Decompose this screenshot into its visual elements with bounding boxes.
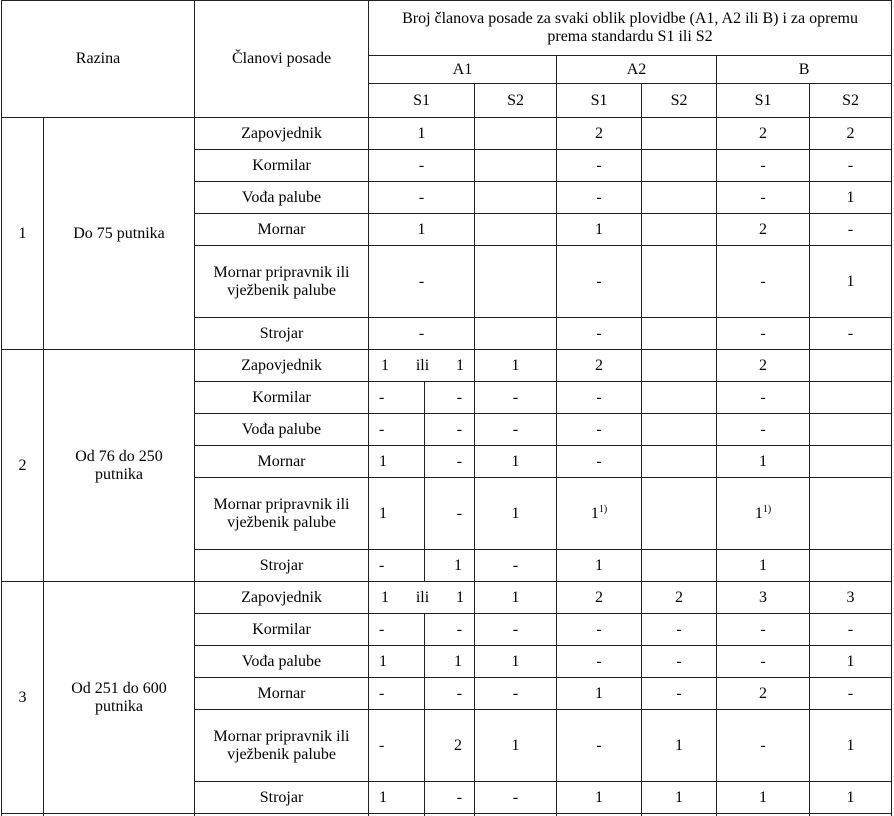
crew-count-cell <box>717 646 810 678</box>
crew-count: 2 <box>759 221 767 238</box>
crew-count: 1 <box>595 557 603 574</box>
alternative-part: 1 <box>456 589 464 607</box>
crew-member: Zapovjednik <box>195 350 369 382</box>
crew-count-cell <box>425 446 475 478</box>
crew-count: - <box>419 325 424 342</box>
crew-count: - <box>379 737 384 754</box>
crew-count: 1 <box>595 685 603 702</box>
crew-count: - <box>513 421 518 438</box>
crew-count-cell <box>717 678 810 710</box>
crew-member: Kormilar <box>195 614 369 646</box>
crew-count: 1 <box>512 453 520 470</box>
crew-count-cell <box>642 446 717 478</box>
crew-count: 1 <box>847 273 855 290</box>
crew-count: - <box>760 389 765 406</box>
crew-count-cell <box>425 550 475 582</box>
crew-count-cell <box>369 646 425 678</box>
crew-count: - <box>513 389 518 406</box>
crew-count-cell <box>642 182 717 214</box>
crew-count: 1 <box>759 557 767 574</box>
crew-count-cell <box>425 678 475 710</box>
crew-count: - <box>513 789 518 806</box>
crew-count-cell <box>642 118 717 150</box>
crew-count-cell <box>369 446 425 478</box>
crew-count: 1 <box>379 505 387 522</box>
crew-count: 2 <box>847 125 855 142</box>
footnote-marker: 1) <box>763 504 771 515</box>
crew-count-cell <box>425 478 475 550</box>
crew-count-cell <box>475 150 557 182</box>
crew-count-cell <box>369 614 425 646</box>
crew-member: Zapovjednik <box>195 582 369 614</box>
crew-count-cell <box>557 318 642 350</box>
crew-count-cell <box>810 678 892 710</box>
crew-count-cell <box>369 414 425 446</box>
crew-member: Mornar pripravnik ili vježbenik palube <box>195 246 369 318</box>
crew-count: - <box>596 189 601 206</box>
crew-count: - <box>419 273 424 290</box>
crew-member: Strojar <box>195 782 369 814</box>
alternative-part: 1 <box>381 357 389 375</box>
cell-a1-s1-alternative <box>369 350 475 382</box>
header-a2-s2: S2 <box>642 84 717 118</box>
crew-count-cell <box>810 182 892 214</box>
header-a2-s1: S1 <box>557 84 642 118</box>
crew-count-cell <box>475 214 557 246</box>
alternative-values <box>371 357 472 375</box>
crew-count-cell <box>475 782 557 814</box>
crew-count: 1 <box>755 505 763 522</box>
crew-count: 1 <box>847 737 855 754</box>
crew-count: 1 <box>512 505 520 522</box>
crew-count: - <box>760 421 765 438</box>
crew-count-cell <box>642 214 717 246</box>
crew-count: - <box>513 557 518 574</box>
crew-count: 1 <box>847 189 855 206</box>
crew-member: Mornar pripravnik ili vježbenik palube <box>195 710 369 782</box>
crew-count-cell <box>810 478 892 550</box>
crew-count: 1 <box>759 453 767 470</box>
crew-count: 2 <box>675 589 683 606</box>
crew-count: 3 <box>847 589 855 606</box>
crew-count-cell <box>475 710 557 782</box>
crew-table <box>1 0 892 816</box>
crew-count: 2 <box>759 125 767 142</box>
crew-count: 1 <box>847 789 855 806</box>
crew-count: - <box>379 389 384 406</box>
crew-count: 2 <box>595 589 603 606</box>
crew-count: - <box>379 685 384 702</box>
crew-count-cell <box>557 646 642 678</box>
crew-count-cell <box>369 214 475 246</box>
crew-count-cell <box>557 710 642 782</box>
crew-member: Zapovjednik <box>195 118 369 150</box>
crew-count-cell <box>557 614 642 646</box>
crew-count-cell <box>475 478 557 550</box>
crew-count: 1 <box>512 737 520 754</box>
crew-count: - <box>596 389 601 406</box>
crew-count-cell <box>717 182 810 214</box>
crew-count: - <box>596 653 601 670</box>
crew-count: 1 <box>595 221 603 238</box>
crew-count-cell <box>475 182 557 214</box>
crew-count-cell <box>642 782 717 814</box>
crew-count-cell <box>369 150 475 182</box>
crew-count-cell <box>425 710 475 782</box>
crew-count-cell <box>642 478 717 550</box>
crew-count-cell <box>810 550 892 582</box>
crew-count: 2 <box>595 357 603 374</box>
alternative-part: ili <box>416 589 429 607</box>
alternative-part: 1 <box>456 357 464 375</box>
crew-count: 1 <box>379 453 387 470</box>
header-group-a2: A2 <box>557 56 717 84</box>
crew-count: 1 <box>512 589 520 606</box>
crew-count: - <box>848 621 853 638</box>
crew-count: 1 <box>595 789 603 806</box>
crew-count-cell <box>717 118 810 150</box>
table-row <box>2 350 892 382</box>
crew-count-cell <box>557 550 642 582</box>
crew-count-cell <box>717 478 810 550</box>
table-row <box>2 582 892 614</box>
header-b-s2: S2 <box>810 84 892 118</box>
alternative-part: 1 <box>381 589 389 607</box>
crew-count: - <box>419 157 424 174</box>
header-group-b: B <box>717 56 892 84</box>
crew-count-cell <box>642 150 717 182</box>
header-broj-clanova: Broj članova posade za svaki oblik plovidbe (A1, A2 ili B) i za opremu prema standardu S1 ili S2 <box>369 1 892 56</box>
crew-count: - <box>596 453 601 470</box>
crew-count-cell <box>717 382 810 414</box>
crew-count-cell <box>369 550 425 582</box>
crew-count: 1 <box>512 653 520 670</box>
crew-count-cell <box>557 582 642 614</box>
crew-count-cell <box>557 182 642 214</box>
crew-count: - <box>596 273 601 290</box>
crew-count-cell <box>810 214 892 246</box>
crew-count-cell <box>369 246 475 318</box>
crew-count-cell <box>475 382 557 414</box>
crew-count-cell <box>717 150 810 182</box>
crew-count-cell <box>475 646 557 678</box>
crew-count-cell <box>369 318 475 350</box>
crew-count: - <box>760 325 765 342</box>
crew-count-cell <box>475 582 557 614</box>
crew-count-cell <box>717 246 810 318</box>
crew-count: - <box>848 221 853 238</box>
crew-count-cell <box>810 782 892 814</box>
crew-member: Kormilar <box>195 382 369 414</box>
crew-count: - <box>848 325 853 342</box>
crew-count-cell <box>475 614 557 646</box>
crew-count: - <box>457 453 462 470</box>
crew-count-cell <box>475 350 557 382</box>
crew-count-cell <box>717 350 810 382</box>
crew-member: Vođa palube <box>195 182 369 214</box>
level-number: 2 <box>2 350 44 582</box>
crew-count-cell <box>642 318 717 350</box>
crew-count: 1 <box>847 653 855 670</box>
level-label: Od 251 do 600 putnika <box>44 582 195 814</box>
crew-count-cell <box>810 446 892 478</box>
crew-count: - <box>457 621 462 638</box>
crew-count-cell <box>557 246 642 318</box>
crew-count: - <box>676 621 681 638</box>
crew-count-cell <box>642 678 717 710</box>
crew-count-cell <box>475 446 557 478</box>
crew-count-cell <box>810 614 892 646</box>
crew-count-cell <box>425 382 475 414</box>
crew-member: Mornar <box>195 446 369 478</box>
crew-count: 2 <box>454 737 462 754</box>
crew-count-cell <box>475 678 557 710</box>
crew-count: 1 <box>418 221 426 238</box>
level-label: Od 76 do 250 putnika <box>44 350 195 582</box>
crew-count-cell <box>642 382 717 414</box>
crew-count-cell <box>557 478 642 550</box>
crew-count: - <box>513 621 518 638</box>
crew-count-cell <box>717 550 810 582</box>
crew-count-cell <box>717 582 810 614</box>
crew-member: Mornar <box>195 678 369 710</box>
crew-count-cell <box>425 414 475 446</box>
crew-count: - <box>676 685 681 702</box>
crew-count-cell <box>717 710 810 782</box>
crew-count: 1 <box>675 789 683 806</box>
crew-count-cell <box>557 214 642 246</box>
crew-count: - <box>457 505 462 522</box>
crew-count: 1 <box>379 653 387 670</box>
crew-count-cell <box>642 646 717 678</box>
crew-count-cell <box>369 710 425 782</box>
crew-count: 1 <box>759 789 767 806</box>
crew-count: - <box>596 421 601 438</box>
crew-count: 1 <box>454 557 462 574</box>
crew-member: Mornar pripravnik ili vježbenik palube <box>195 478 369 550</box>
alternative-part: ili <box>416 357 429 375</box>
alternative-values <box>371 589 472 607</box>
crew-count: - <box>379 621 384 638</box>
crew-count-cell <box>369 782 425 814</box>
level-number: 3 <box>2 582 44 814</box>
crew-count-cell <box>475 118 557 150</box>
header-razina: Razina <box>2 1 195 118</box>
crew-count-cell <box>425 614 475 646</box>
crew-member: Kormilar <box>195 150 369 182</box>
crew-count-cell <box>717 414 810 446</box>
crew-count-cell <box>642 550 717 582</box>
crew-count-cell <box>810 150 892 182</box>
crew-count-cell <box>642 710 717 782</box>
crew-count: - <box>760 621 765 638</box>
crew-member: Mornar <box>195 214 369 246</box>
crew-count-cell <box>425 782 475 814</box>
crew-count-cell <box>717 446 810 478</box>
crew-count-cell <box>810 350 892 382</box>
crew-count: 1 <box>418 125 426 142</box>
header-group-a1: A1 <box>369 56 557 84</box>
header-a1-s2: S2 <box>475 84 557 118</box>
crew-count-cell <box>557 350 642 382</box>
crew-count-cell <box>425 646 475 678</box>
crew-count-cell <box>369 678 425 710</box>
crew-count-cell <box>557 782 642 814</box>
crew-count: - <box>596 325 601 342</box>
crew-count-cell <box>717 214 810 246</box>
crew-count-cell <box>475 246 557 318</box>
crew-count: - <box>457 685 462 702</box>
crew-count-cell <box>717 782 810 814</box>
crew-member: Vođa palube <box>195 414 369 446</box>
crew-count-cell <box>557 118 642 150</box>
crew-count-cell <box>369 118 475 150</box>
crew-count: - <box>596 621 601 638</box>
crew-count: - <box>419 189 424 206</box>
level-label: Do 75 putnika <box>44 118 195 350</box>
crew-count: - <box>457 421 462 438</box>
crew-count-cell <box>810 414 892 446</box>
crew-count-cell <box>717 318 810 350</box>
header-b-s1: S1 <box>717 84 810 118</box>
crew-count: 2 <box>595 125 603 142</box>
crew-count: - <box>760 189 765 206</box>
crew-count: - <box>848 685 853 702</box>
crew-count: 1 <box>512 357 520 374</box>
crew-count-cell <box>810 382 892 414</box>
crew-count: - <box>379 557 384 574</box>
crew-count-cell <box>557 382 642 414</box>
crew-count: - <box>596 737 601 754</box>
crew-count: - <box>760 273 765 290</box>
crew-count-cell <box>642 414 717 446</box>
header-clanovi-posade: Članovi posade <box>195 1 369 118</box>
crew-count-cell <box>475 550 557 582</box>
crew-count-cell <box>557 446 642 478</box>
crew-count-cell <box>810 246 892 318</box>
crew-count-cell <box>557 414 642 446</box>
crew-count-cell <box>475 414 557 446</box>
crew-count-cell <box>810 118 892 150</box>
crew-member: Vođa palube <box>195 646 369 678</box>
crew-count: - <box>676 653 681 670</box>
crew-count-cell <box>642 614 717 646</box>
crew-count: - <box>513 685 518 702</box>
crew-count: 2 <box>759 357 767 374</box>
crew-count-cell <box>642 246 717 318</box>
crew-member: Strojar <box>195 318 369 350</box>
crew-count-cell <box>642 350 717 382</box>
crew-count: - <box>848 157 853 174</box>
crew-count: - <box>596 157 601 174</box>
crew-count-cell <box>810 710 892 782</box>
crew-count-cell <box>369 478 425 550</box>
table-row <box>2 118 892 150</box>
crew-count-cell <box>369 382 425 414</box>
crew-count: 1 <box>591 505 599 522</box>
crew-count-cell <box>369 182 475 214</box>
cell-a1-s1-alternative <box>369 582 475 614</box>
crew-count-cell <box>557 678 642 710</box>
crew-count: - <box>760 653 765 670</box>
crew-count: 3 <box>759 589 767 606</box>
crew-count-cell <box>810 318 892 350</box>
crew-count-cell <box>717 614 810 646</box>
crew-count: - <box>457 789 462 806</box>
crew-count: 1 <box>379 789 387 806</box>
crew-member: Strojar <box>195 550 369 582</box>
crew-count-cell <box>642 582 717 614</box>
level-number: 1 <box>2 118 44 350</box>
crew-count: - <box>379 421 384 438</box>
crew-count-cell <box>810 582 892 614</box>
crew-count: 1 <box>454 653 462 670</box>
crew-count-cell <box>557 150 642 182</box>
crew-count-cell <box>475 318 557 350</box>
footnote-marker: 1) <box>599 504 607 515</box>
header-a1-s1: S1 <box>369 84 475 118</box>
crew-count: 1 <box>675 737 683 754</box>
crew-count: - <box>760 157 765 174</box>
crew-count-cell <box>810 646 892 678</box>
crew-count: - <box>457 389 462 406</box>
crew-count: - <box>760 737 765 754</box>
crew-count: 2 <box>759 685 767 702</box>
